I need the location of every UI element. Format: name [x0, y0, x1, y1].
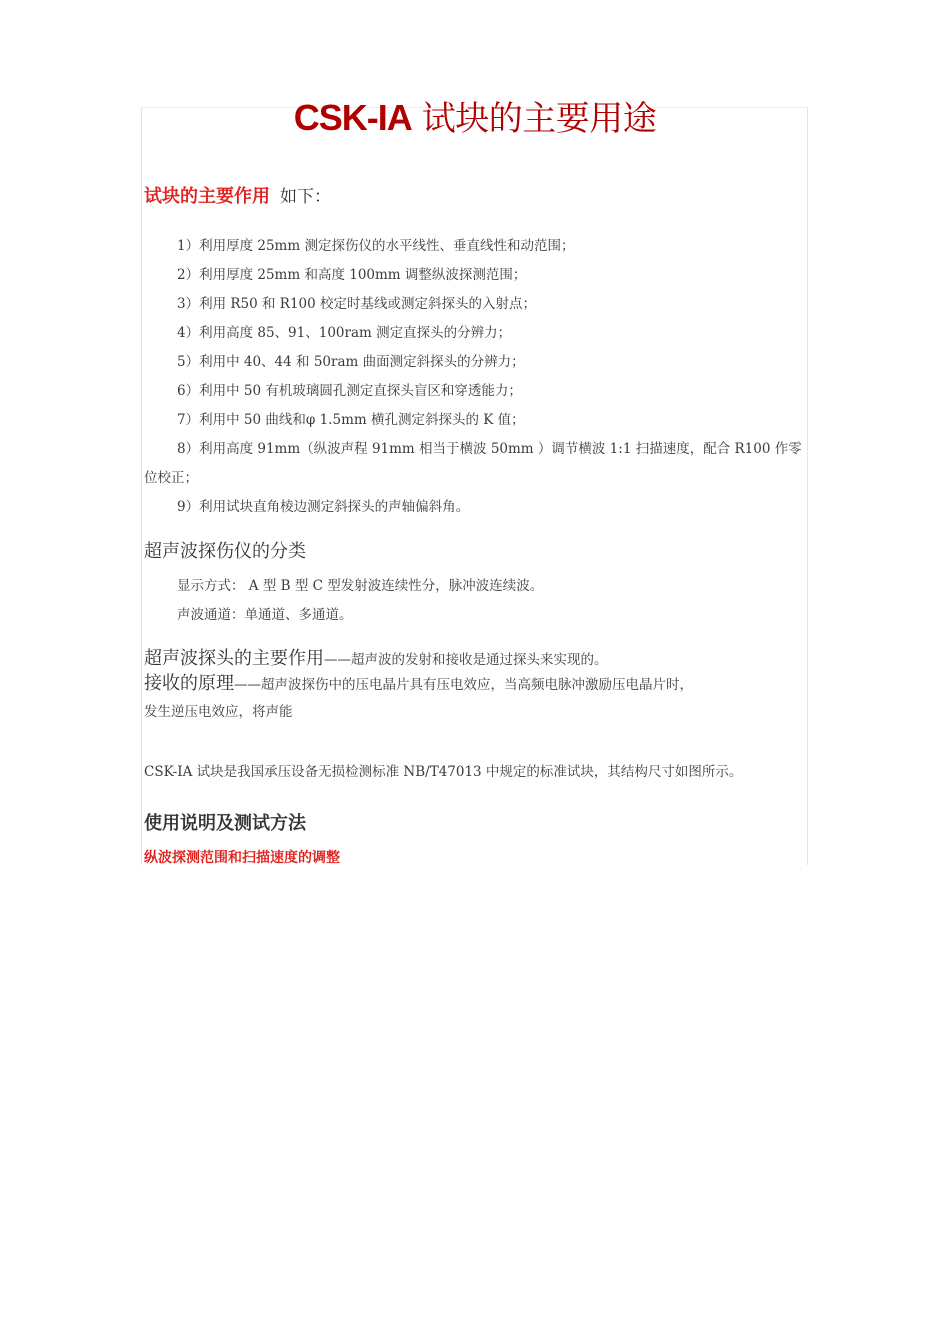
subsection-heading: 纵波探测范围和扫描速度的调整 — [144, 850, 340, 866]
probe-text: ——超声波的发射和接收是通过探头来实现的。 — [324, 652, 608, 668]
title-cjk: 试块的主要用途 — [421, 99, 657, 139]
probe-heading: 超声波探头的主要作用 — [144, 648, 324, 669]
principle-line — [144, 671, 693, 698]
list-item: 5）利用中 40、44 和 50ram 曲面测定斜探头的分辨力； — [177, 354, 525, 370]
principle-text: ——超声波探伤中的压电晶片具有压电效应，当高频电脉冲激励压电晶片时， — [234, 677, 693, 693]
standard-paragraph: CSK-IA 试块是我国承压设备无损检测标准 NB/T47013 中规定的标准试块，其结构尺寸如图所示。 — [144, 764, 743, 780]
list-item: 4）利用高度 85、91、100ram 测定直探头的分辨力； — [177, 325, 512, 341]
list-item: 2）利用厚度 25mm 和高度 100mm 调整纵波探测范围； — [177, 267, 527, 283]
list-item: 8）利用高度 91mm（纵波声程 91mm 相当于横波 50mm ）调节横波 1:1 扫描速度，配合 R100 作零位校正； — [144, 441, 802, 486]
list-item: 3）利用 R50 和 R100 校定时基线或测定斜探头的入射点； — [177, 296, 537, 312]
page-title — [0, 96, 950, 141]
list-item: 9）利用试块直角棱边测定斜探头的声轴偏斜角。 — [177, 499, 470, 515]
intro-emphasis: 试块的主要作用 — [144, 186, 270, 207]
principle-continuation: 发生逆压电效应，将声能 — [144, 704, 293, 720]
probe-line — [144, 646, 608, 673]
list-item: 6）利用中 50 有机玻璃圆孔测定直探头盲区和穿透能力； — [177, 383, 522, 399]
principle-heading: 接收的原理 — [144, 673, 234, 694]
title-latin: CSK-IA — [293, 97, 412, 138]
channel-line: 声波通道：单通道、多通道。 — [177, 607, 353, 623]
section-heading: 使用说明及测试方法 — [144, 813, 306, 834]
classification-heading: 超声波探伤仪的分类 — [144, 541, 306, 562]
intro-line — [144, 183, 331, 211]
uses-list — [144, 232, 808, 522]
display-mode-line: 显示方式： A 型 B 型 C 型发射波连续性分，脉冲波连续波。 — [177, 578, 544, 594]
list-item: 7）利用中 50 曲线和φ 1.5mm 横孔测定斜探头的 K 值； — [177, 412, 525, 428]
list-item: 1）利用厚度 25mm 测定探伤仪的水平线性、垂直线性和动范围； — [177, 238, 575, 254]
intro-rest: 如下： — [280, 187, 331, 207]
